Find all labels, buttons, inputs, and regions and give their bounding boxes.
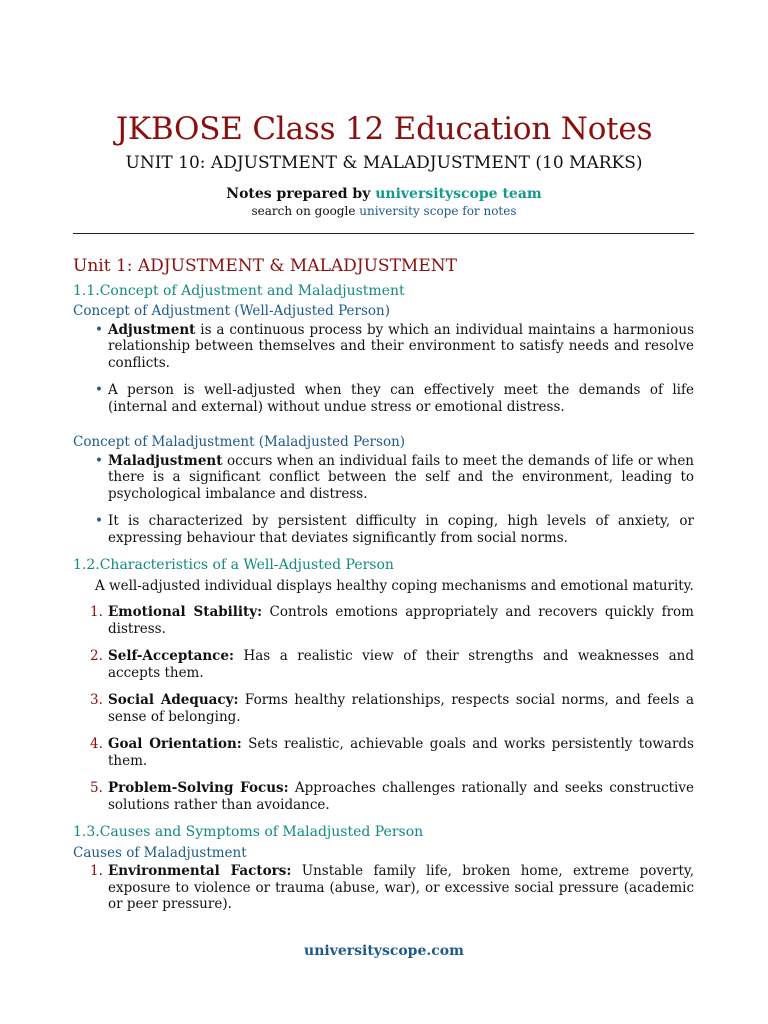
maladjustment-list xyxy=(73,453,694,547)
search-prefix: search on google xyxy=(251,204,360,218)
list-item xyxy=(73,382,694,415)
section-heading-1-1: 1.1.Concept of Adjustment and Maladjustment xyxy=(73,282,405,299)
item-text: is a continuous process by which an individual maintains a harmonious relationship between themselves and their environment to satisfy needs and resolve conflicts. xyxy=(108,321,694,371)
item-text: It is characterized by persistent difficulty in coping, high levels of anxiety, or expressing behaviour that deviates significantly from social norms. xyxy=(108,513,694,546)
section-heading-1-2: 1.2.Characteristics of a Well-Adjusted Person xyxy=(73,557,394,573)
number-marker: 3. xyxy=(90,692,103,708)
search-hint xyxy=(0,204,768,218)
number-marker: 4. xyxy=(90,736,103,752)
causes-list xyxy=(73,863,694,913)
item-text: Approaches challenges rationally and seeks constructive solutions rather than avoidance. xyxy=(108,780,694,813)
prepared-by xyxy=(0,186,768,202)
section-intro: A well-adjusted individual displays healthy coping mechanisms and emotional maturity. xyxy=(95,577,694,594)
prepared-prefix: Notes prepared by xyxy=(226,186,376,202)
term: Social Adequacy: xyxy=(108,692,239,708)
term: Adjustment xyxy=(108,321,196,338)
term: Problem-Solving Focus: xyxy=(108,780,289,796)
list-item xyxy=(73,322,694,372)
list-item xyxy=(73,513,694,546)
document-title: JKBOSE Class 12 Education Notes xyxy=(115,111,653,147)
unit-heading: Unit 1: ADJUSTMENT & MALADJUSTMENT xyxy=(73,256,457,276)
search-link[interactable]: university scope for notes xyxy=(359,204,517,218)
item-text: Has a realistic view of their strengths and weaknesses and accepts them. xyxy=(108,648,694,681)
list-item xyxy=(73,604,694,637)
item-text: occurs when an individual fails to meet the demands of life or when there is a significant conflict between the self and the environment, leading to psychological imbalance and distress. xyxy=(108,452,694,502)
bullet-marker: • xyxy=(95,452,103,469)
section-heading-1-3: 1.3.Causes and Symptoms of Maladjusted Person xyxy=(73,824,424,840)
footer-link[interactable]: universityscope.com xyxy=(304,943,464,959)
bullet-marker: • xyxy=(95,321,103,338)
item-text: A person is well-adjusted when they can effectively meet the demands of life (internal and external) without undue stress or emotional distress. xyxy=(108,382,694,415)
adjustment-list xyxy=(73,322,694,416)
list-item xyxy=(73,780,694,813)
number-marker: 5. xyxy=(90,780,103,796)
item-text: Sets realistic, achievable goals and works persistently towards them. xyxy=(108,736,694,769)
unit-subtitle: UNIT 10: ADJUSTMENT & MALADJUSTMENT (10 MARKS) xyxy=(125,153,643,173)
term: Goal Orientation: xyxy=(108,736,242,752)
subheading-maladjustment: Concept of Maladjustment (Maladjusted Person) xyxy=(73,434,406,450)
characteristics-list xyxy=(73,604,694,813)
header-divider xyxy=(73,233,694,234)
term: Self-Acceptance: xyxy=(108,648,234,664)
term: Maladjustment xyxy=(108,452,223,469)
number-marker: 1. xyxy=(90,863,103,879)
term: Environmental Factors: xyxy=(108,863,292,879)
term: Emotional Stability: xyxy=(108,604,263,620)
prepared-team-link[interactable]: universityscope team xyxy=(375,186,542,202)
list-item xyxy=(73,692,694,725)
item-text: Controls emotions appropriately and recovers quickly from distress. xyxy=(108,604,694,637)
item-text: Forms healthy relationships, respects social norms, and feels a sense of belonging. xyxy=(108,692,694,725)
content xyxy=(73,258,694,924)
number-marker: 2. xyxy=(90,648,103,664)
list-item xyxy=(73,648,694,681)
number-marker: 1. xyxy=(90,604,103,620)
list-item xyxy=(73,736,694,769)
list-item xyxy=(73,863,694,913)
subheading-causes: Causes of Maladjustment xyxy=(73,844,247,861)
bullet-marker: • xyxy=(95,382,103,398)
item-text: Unstable family life, broken home, extreme poverty, exposure to violence or trauma (abuse, war), or excessive social pressure (academic or peer pressure). xyxy=(108,863,694,912)
subheading-adjustment: Concept of Adjustment (Well-Adjusted Person) xyxy=(73,303,391,319)
bullet-marker: • xyxy=(95,513,103,529)
list-item xyxy=(73,453,694,503)
